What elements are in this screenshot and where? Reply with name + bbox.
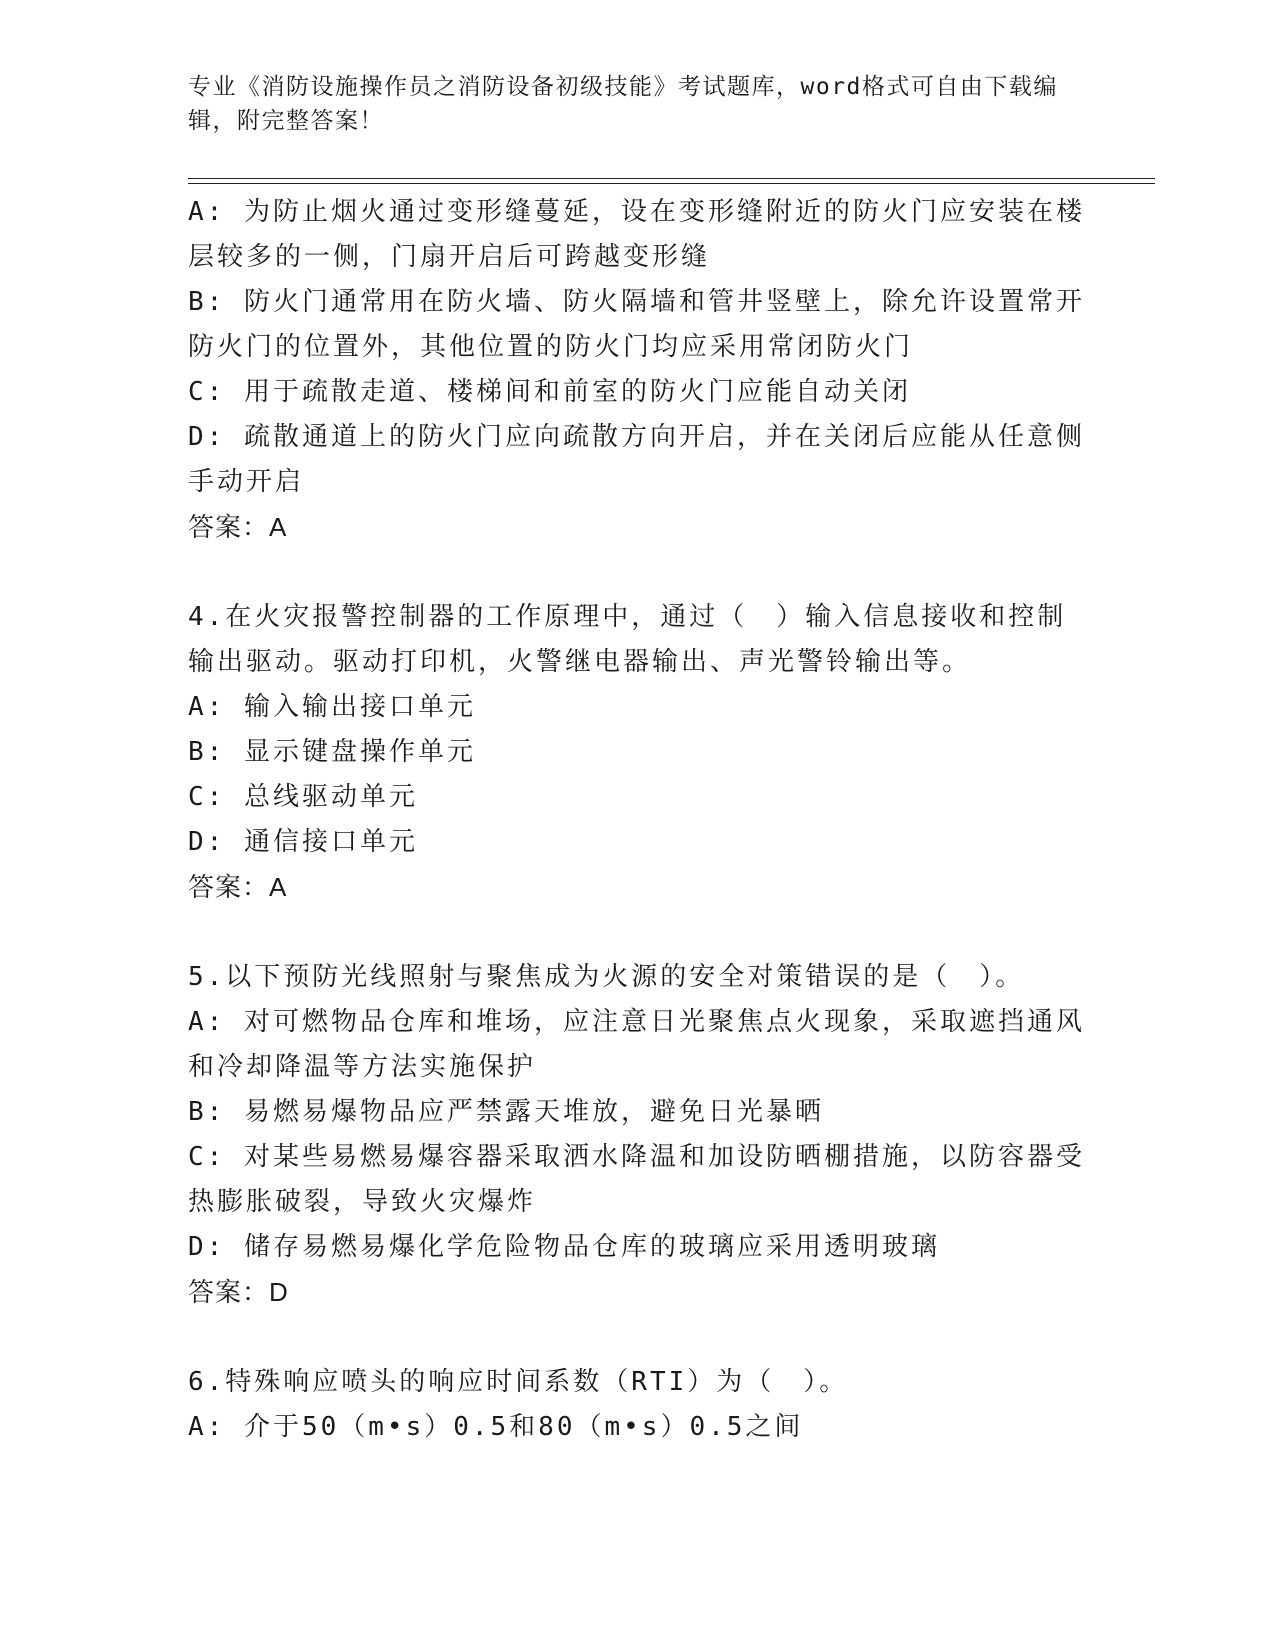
- q3-option-c: C: 用于疏散走道、楼梯间和前室的防火门应能自动关闭: [188, 377, 911, 407]
- q6-option-a: A: 介于50（m•s）0.5和80（m•s）0.5之间: [188, 1412, 804, 1442]
- q4-option-c: C: 总线驱动单元: [188, 782, 418, 812]
- q3-option-a-line-2: 层较多的一侧，门扇开启后可跨越变形缝: [188, 242, 711, 272]
- q5-option-d: D: 储存易燃易爆化学危险物品仓库的玻璃应采用透明玻璃: [188, 1232, 940, 1262]
- q4-option-b: B: 显示键盘操作单元: [188, 737, 476, 767]
- header-divider-thin: [188, 178, 1155, 179]
- header-line-1: 专业《消防设施操作员之消防设备初级技能》考试题库，word格式可自由下载编: [188, 74, 1058, 100]
- q5-option-c-line-2: 热膨胀破裂，导致火灾爆炸: [188, 1187, 537, 1217]
- document-header: [188, 70, 1068, 138]
- question-content: [188, 190, 1088, 1450]
- q5-option-b: B: 易燃易爆物品应严禁露天堆放，避免日光暴晒: [188, 1097, 824, 1127]
- q5-option-a-line-1: A: 对可燃物品仓库和堆场，应注意日光聚焦点火现象，采取遮挡通风: [188, 1007, 1085, 1037]
- q6-stem: 6.特殊响应喷头的响应时间系数（RTI）为（ ）。: [188, 1367, 849, 1397]
- q3-option-d-line-2: 手动开启: [188, 467, 305, 497]
- header-divider-thick: [188, 183, 1155, 184]
- q5-answer: 答案：D: [188, 1277, 289, 1307]
- q4-option-a: A: 输入输出接口单元: [188, 692, 476, 722]
- spacer: [188, 550, 1088, 595]
- q5-stem: 5.以下预防光线照射与聚焦成为火源的安全对策错误的是（ ）。: [188, 962, 1025, 992]
- spacer: [188, 910, 1088, 955]
- q3-option-b-line-2: 防火门的位置外，其他位置的防火门均应采用常闭防火门: [188, 332, 914, 362]
- q3-option-d-line-1: D: 疏散通道上的防火门应向疏散方向开启，并在关闭后应能从任意侧: [188, 422, 1085, 452]
- q4-stem-line-1: 4.在火灾报警控制器的工作原理中，通过（ ）输入信息接收和控制: [188, 602, 1067, 632]
- spacer: [188, 1315, 1088, 1360]
- q4-stem-line-2: 输出驱动。驱动打印机，火警继电器输出、声光警铃输出等。: [188, 647, 972, 677]
- q5-option-a-line-2: 和冷却降温等方法实施保护: [188, 1052, 537, 1082]
- q4-option-d: D: 通信接口单元: [188, 827, 418, 857]
- q3-option-b-line-1: B: 防火门通常用在防火墙、防火隔墙和管井竖壁上，除允许设置常开: [188, 287, 1085, 317]
- q3-option-a-line-1: A: 为防止烟火通过变形缝蔓延，设在变形缝附近的防火门应安装在楼: [188, 197, 1085, 227]
- q5-option-c-line-1: C: 对某些易燃易爆容器采取洒水降温和加设防晒棚措施，以防容器受: [188, 1142, 1085, 1172]
- q3-answer: 答案：A: [188, 512, 288, 542]
- header-line-2: 辑，附完整答案！: [188, 108, 384, 134]
- q4-answer: 答案：A: [188, 872, 288, 902]
